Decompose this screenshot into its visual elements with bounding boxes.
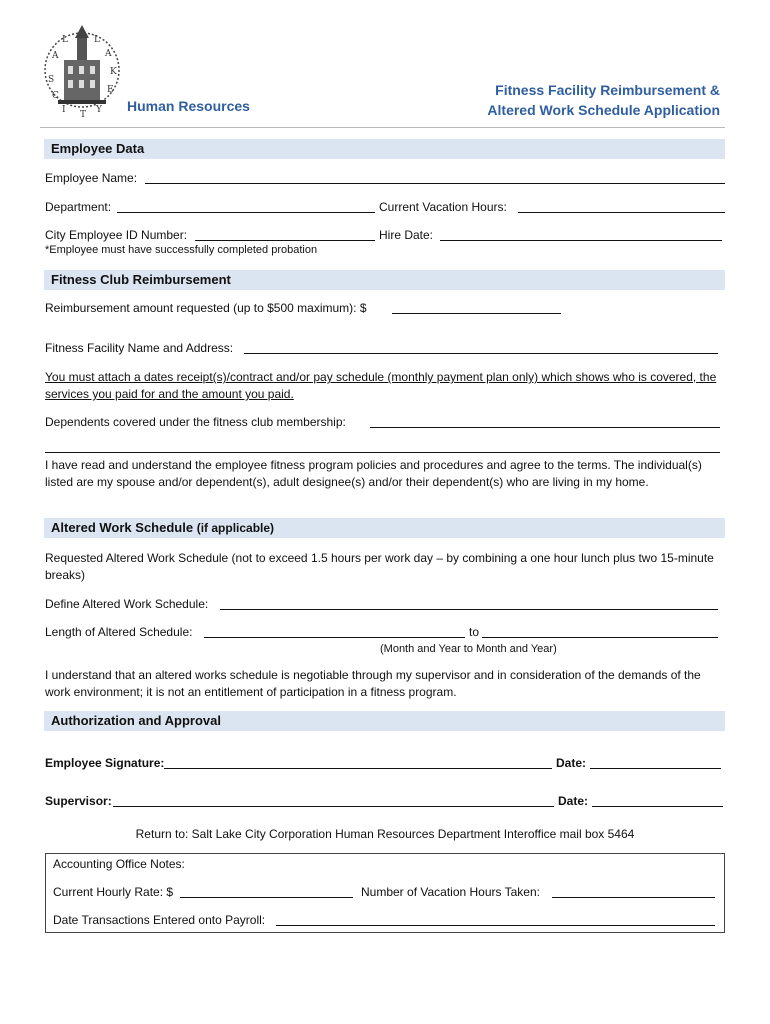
supervisor-label: Supervisor: xyxy=(45,794,112,808)
header-divider xyxy=(40,127,725,128)
form-title-line2: Altered Work Schedule Application xyxy=(487,102,720,118)
svg-text:L: L xyxy=(62,35,68,45)
dependents-field-line2[interactable] xyxy=(45,452,720,453)
define-schedule-label: Define Altered Work Schedule: xyxy=(45,597,209,611)
accounting-notes-title: Accounting Office Notes: xyxy=(53,857,185,871)
svg-text:E: E xyxy=(107,85,114,95)
policy-agreement-text: I have read and understand the employee fitness program policies and procedures and agree to the terms. The individual(s) listed are my spouse and/or dependent(s), adult designee(s) and/or their dependent(s) who are living in my home. xyxy=(45,458,702,489)
dependents-label: Dependents covered under the fitness club membership: xyxy=(45,415,346,429)
department-heading: Human Resources xyxy=(127,98,250,114)
department-field[interactable] xyxy=(117,212,375,213)
month-year-hint: (Month and Year to Month and Year) xyxy=(380,643,557,655)
svg-text:T: T xyxy=(80,110,87,120)
altered-schedule-understanding-text: I understand that an altered works schedule is negotiable through my supervisor and in consideration of the demands of the work environment; it is not an entitlement of participation in a fitness program. xyxy=(45,668,701,699)
return-to-text: Return to: Salt Lake City Corporation Human Resources Department Interoffice mail box 5464 xyxy=(135,827,635,841)
dependents-field[interactable] xyxy=(370,427,720,428)
form-title xyxy=(487,80,720,120)
section-employee-data: Employee Data xyxy=(44,139,725,159)
altered-schedule-heading-suffix: (if applicable) xyxy=(196,521,275,535)
vacation-hours-field[interactable] xyxy=(518,212,725,213)
svg-text:A: A xyxy=(52,51,59,61)
payroll-date-label: Date Transactions Entered onto Payroll: xyxy=(53,913,266,927)
supervisor-date-label: Date: xyxy=(558,794,589,808)
employee-name-label: Employee Name: xyxy=(45,171,138,185)
employee-signature-field[interactable] xyxy=(164,768,552,769)
schedule-to-label: to xyxy=(469,625,480,639)
svg-text:Y: Y xyxy=(96,105,102,115)
hourly-rate-label: Current Hourly Rate: $ xyxy=(53,885,174,899)
supervisor-signature-field[interactable] xyxy=(113,806,554,807)
employee-name-field[interactable] xyxy=(145,183,725,184)
svg-text:S: S xyxy=(48,75,55,85)
hire-date-label: Hire Date: xyxy=(379,228,434,242)
svg-text:A: A xyxy=(105,49,112,59)
facility-name-label: Fitness Facility Name and Address: xyxy=(45,341,234,355)
form-title-line1: Fitness Facility Reimbursement & xyxy=(495,82,720,98)
city-seal-logo xyxy=(42,20,122,120)
employee-date-field[interactable] xyxy=(590,768,721,769)
vacation-hours-taken-field[interactable] xyxy=(552,897,715,898)
hourly-rate-field[interactable] xyxy=(180,897,353,898)
schedule-start-field[interactable] xyxy=(204,637,465,638)
supervisor-date-field[interactable] xyxy=(592,806,723,807)
employee-date-label: Date: xyxy=(556,756,587,770)
altered-schedule-heading: Altered Work Schedule xyxy=(51,520,194,535)
altered-schedule-request-text: Requested Altered Work Schedule (not to exceed 1.5 hours per work day – by combining a one hour lunch plus two 15-minute breaks) xyxy=(45,551,714,582)
attach-receipt-notice: You must attach a dates receipt(s)/contract and/or pay schedule (monthly payment plan only) which shows who is covered, the services you paid for and the amount you paid. xyxy=(45,370,717,401)
svg-text:I: I xyxy=(62,105,66,115)
facility-name-field[interactable] xyxy=(244,353,718,354)
svg-text:K: K xyxy=(110,67,117,77)
hire-date-field[interactable] xyxy=(440,240,722,241)
svg-text:L: L xyxy=(94,35,100,45)
section-authorization: Authorization and Approval xyxy=(44,711,725,731)
employee-signature-label: Employee Signature: xyxy=(45,756,165,770)
schedule-end-field[interactable] xyxy=(482,637,718,638)
section-fitness-club: Fitness Club Reimbursement xyxy=(44,270,725,290)
section-altered-schedule xyxy=(44,518,725,538)
vacation-hours-label: Current Vacation Hours: xyxy=(379,200,507,214)
vacation-hours-taken-label: Number of Vacation Hours Taken: xyxy=(361,885,540,899)
payroll-date-field[interactable] xyxy=(276,925,715,926)
svg-text:C: C xyxy=(52,91,59,101)
define-schedule-field[interactable] xyxy=(220,609,718,610)
department-label: Department: xyxy=(45,200,112,214)
employee-id-field[interactable] xyxy=(195,240,375,241)
reimbursement-amount-label: Reimbursement amount requested (up to $500 maximum): $ xyxy=(45,301,367,315)
probation-note: *Employee must have successfully completed probation xyxy=(45,244,318,256)
employee-id-label: City Employee ID Number: xyxy=(45,228,188,242)
schedule-length-label: Length of Altered Schedule: xyxy=(45,625,193,639)
reimbursement-amount-field[interactable] xyxy=(392,313,561,314)
